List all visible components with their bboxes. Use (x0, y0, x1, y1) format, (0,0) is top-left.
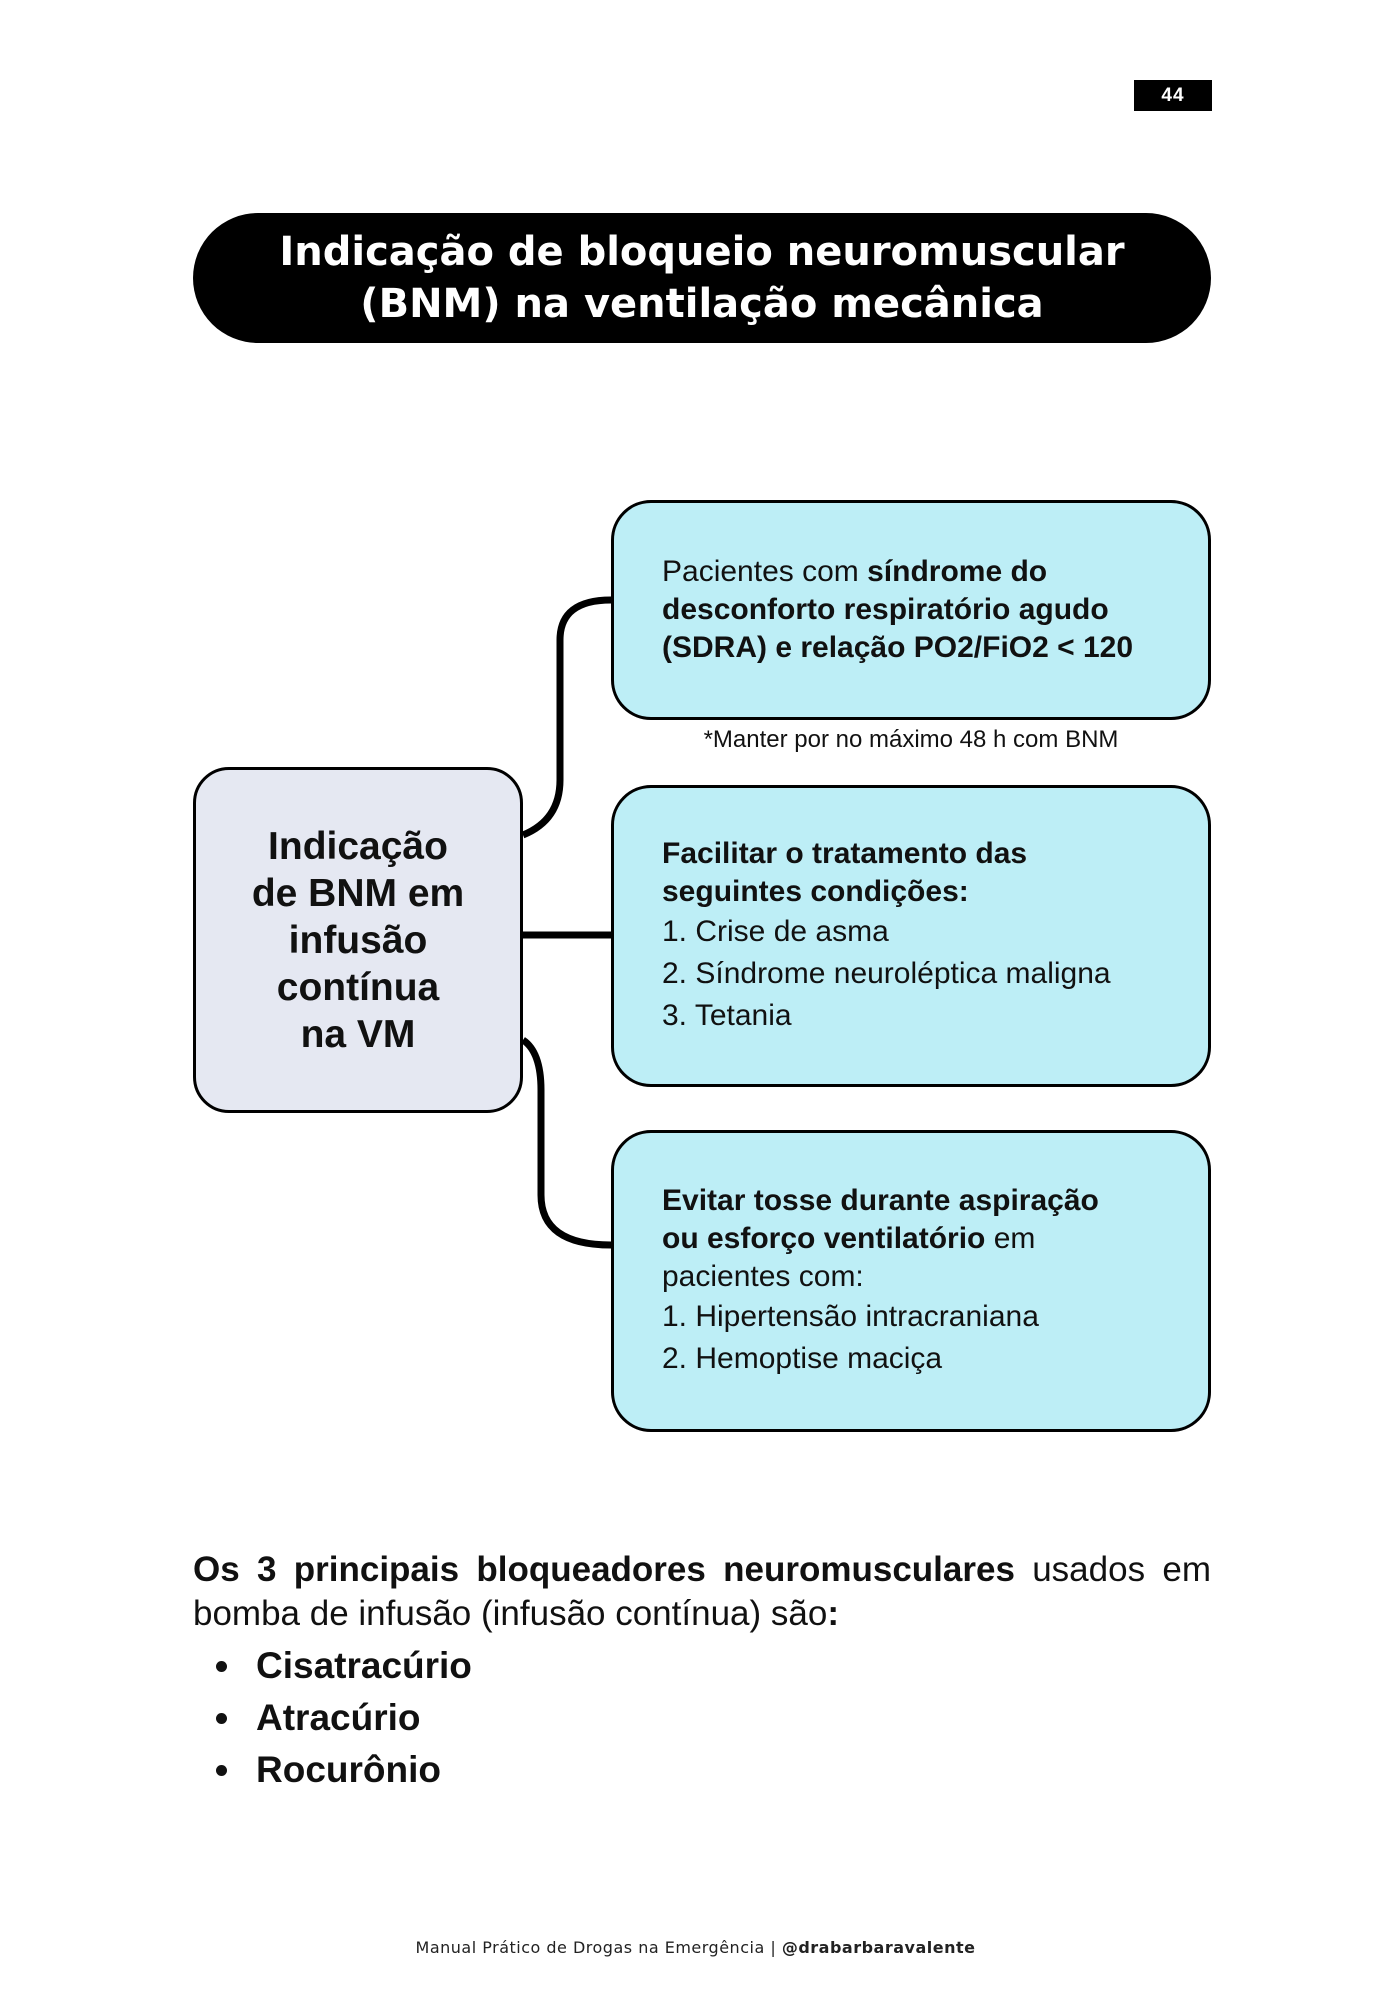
box-b-item-3: 3. Tetania (662, 999, 792, 1032)
title-banner (193, 213, 1211, 343)
box-c-bold-2: ou esforço ventilatório (662, 1222, 986, 1255)
box-a-bold-2: desconforto respiratório agudo (662, 593, 1109, 626)
condition-box-sdra (611, 500, 1211, 720)
box-a-line-2 (662, 591, 1160, 629)
drug-item: Rocurônio (210, 1744, 472, 1796)
note-48h: *Manter por no máximo 48 h com BNM (703, 726, 1119, 753)
connector-top (523, 600, 611, 835)
bullet-icon (216, 1713, 227, 1724)
footer-handle: @drabarbaravalente (781, 1938, 976, 1957)
footer (0, 1938, 1391, 1957)
summary-paragraph (193, 1548, 1211, 1636)
title-line-1: Indicação de bloqueio neuromuscular (279, 229, 1125, 275)
box-b-heading-1: Facilitar o tratamento das (662, 837, 1028, 870)
box-b-item-1: 1. Crise de asma (662, 915, 889, 948)
box-a-bold-1: síndrome do (867, 555, 1048, 588)
center-line-1: Indicação (268, 824, 448, 868)
summary-rest: usados em bomba de infusão (infusão contínua) são (193, 1550, 1211, 1633)
box-c-item-2: 2. Hemoptise maciça (662, 1342, 943, 1375)
summary-colon: : (827, 1594, 839, 1633)
drug-item: Cisatracúrio (210, 1640, 472, 1692)
center-box (193, 767, 523, 1113)
box-c-line-1: Evitar tosse durante aspiração (662, 1184, 1099, 1217)
box-c-item-1: 1. Hipertensão intracraniana (662, 1300, 1039, 1333)
drug-item: Atracúrio (210, 1692, 472, 1744)
page-number: 44 (1134, 80, 1212, 111)
box-a-bold-3: (SDRA) e relação PO2/FiO2 < 120 (662, 631, 1134, 664)
connector-bottom (523, 1040, 611, 1245)
center-line-2: de BNM em (251, 871, 465, 915)
condition-box-facilitate (611, 785, 1211, 1087)
box-b-item-2: 2. Síndrome neuroléptica maligna (662, 957, 1111, 990)
box-b-heading-2: seguintes condições: (662, 875, 969, 908)
box-a-intro: Pacientes com (662, 555, 868, 588)
center-line-5: na VM (300, 1012, 416, 1056)
drug-list (210, 1640, 472, 1796)
footer-text: Manual Prático de Drogas na Emergência | (415, 1938, 782, 1957)
bullet-icon (216, 1661, 227, 1672)
title-line-2: (BNM) na ventilação mecânica (360, 281, 1044, 327)
condition-box-cough (611, 1130, 1211, 1432)
summary-bold: Os 3 principais bloqueadores neuromusculares (193, 1550, 1015, 1589)
box-c-rest-1: em (985, 1222, 1036, 1255)
box-c-line-2 (662, 1220, 1160, 1258)
box-a-line-1 (662, 553, 1160, 591)
bullet-icon (216, 1765, 227, 1776)
box-c-line-3: pacientes com: (662, 1260, 864, 1293)
box-a-line-3 (662, 629, 1160, 667)
center-line-4: contínua (276, 965, 440, 1009)
center-line-3: infusão (288, 918, 428, 962)
